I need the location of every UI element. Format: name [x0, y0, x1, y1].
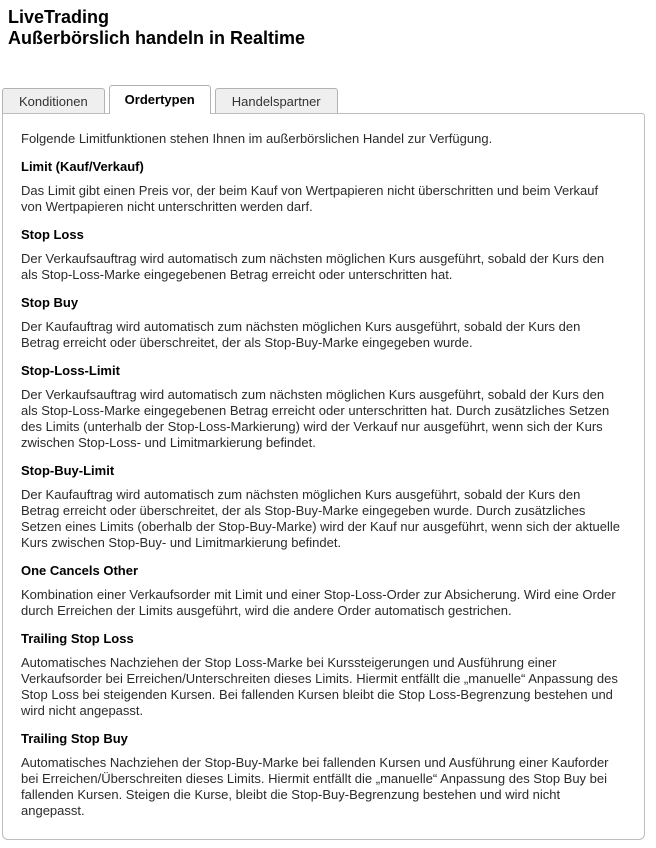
section-text: Kombination einer Verkaufsorder mit Limit und einer Stop-Loss-Order zur Absicherung. Wird eine Order durch Erreichen der Limits ausgeführt, wird die andere Order automatisch gestrichen. [21, 587, 616, 618]
section-stop-buy-limit [21, 464, 622, 551]
section-text: Automatisches Nachziehen der Stop Loss-Marke bei Kurssteigerungen und Ausführung einer Verkaufsorder bei Erreichen/Unterschreiten dieses Limits. Hiermit entfällt die „manuelle“ Anpassung des Stop Loss bei steigenden Kursen. Bei fallenden Kursen bleibt die Stop Loss-Begrenzung bestehen und wird nicht angepasst. [21, 655, 618, 718]
section-text: Das Limit gibt einen Preis vor, der beim Kauf von Wertpapieren nicht überschritten und beim Verkauf von Wertpapieren nicht unterschritten werden darf. [21, 183, 599, 214]
section-title: Stop-Loss-Limit [21, 363, 120, 378]
section-limit [21, 160, 622, 215]
section-text: Der Kaufauftrag wird automatisch zum nächsten möglichen Kurs ausgeführt, sobald der Kurs den Betrag erreicht oder überschreitet, der als Stop-Buy-Marke eingegeben wurde. [21, 319, 581, 350]
section-title: Stop Loss [21, 227, 84, 242]
page-title: LiveTrading [8, 7, 110, 27]
section-title: Stop-Buy-Limit [21, 463, 115, 478]
section-text: Der Verkaufsauftrag wird automatisch zum nächsten möglichen Kurs ausgeführt, sobald der Kurs den als Stop-Loss-Marke eingegebenen Betrag erreicht oder unterschritten hat. Durch zusätzliches Setzen des Limits (unterhalb der Stop-Loss-Markierung) wird der Verkauf nur ausgeführt, wenn sich der Kurs zwischen Stop-Loss- und Limitmarkierung befindet. [21, 387, 610, 450]
intro-text: Folgende Limitfunktionen stehen Ihnen im außerbörslichen Handel zur Verfügung. [21, 131, 493, 146]
page-subtitle: Außerbörslich handeln in Realtime [8, 28, 306, 48]
section-text: Automatisches Nachziehen der Stop-Buy-Marke bei fallenden Kursen und Ausführung einer Kauforder bei Erreichen/Überschreiten dieses Limits. Hiermit entfällt die „manuelle“ Anpassung des Stop Buy bei fallenden Kursen. Steigen die Kurse, bleibt die Stop-Buy-Begrenzung bestehen und wird nicht angepasst. [21, 755, 609, 818]
section-one-cancels-other [21, 564, 622, 619]
section-trailing-stop-buy [21, 732, 622, 819]
section-title: Trailing Stop Buy [21, 731, 128, 746]
page-header [0, 0, 656, 49]
section-text: Der Verkaufsauftrag wird automatisch zum nächsten möglichen Kurs ausgeführt, sobald der Kurs den als Stop-Loss-Marke eingegebenen Betrag erreicht oder unterschritten hat. [21, 251, 605, 282]
tab-handelspartner[interactable]: Handelspartner [215, 88, 338, 113]
tab-konditionen[interactable]: Konditionen [2, 88, 105, 113]
section-title: One Cancels Other [21, 563, 139, 578]
tab-bar [2, 85, 656, 113]
section-stop-buy [21, 296, 622, 351]
section-text: Der Kaufauftrag wird automatisch zum nächsten möglichen Kurs ausgeführt, sobald der Kurs den Betrag erreicht oder überschreitet, der als Stop-Buy-Marke eingegeben wurde. Durch zusätzliches Setzen eines Limits (oberhalb der Stop-Buy-Marke) wird der Kauf nur ausgeführt, wenn sich der aktuelle Kurs zwischen Stop-Buy- und Limitmarkierung befindet. [21, 487, 621, 550]
section-title: Limit (Kauf/Verkauf) [21, 159, 144, 174]
section-stop-loss-limit [21, 364, 622, 451]
section-title: Stop Buy [21, 295, 79, 310]
tab-ordertypen[interactable]: Ordertypen [109, 85, 211, 114]
section-title: Trailing Stop Loss [21, 631, 134, 646]
section-trailing-stop-loss [21, 632, 622, 719]
section-stop-loss [21, 228, 622, 283]
ordertypen-panel [2, 113, 645, 840]
